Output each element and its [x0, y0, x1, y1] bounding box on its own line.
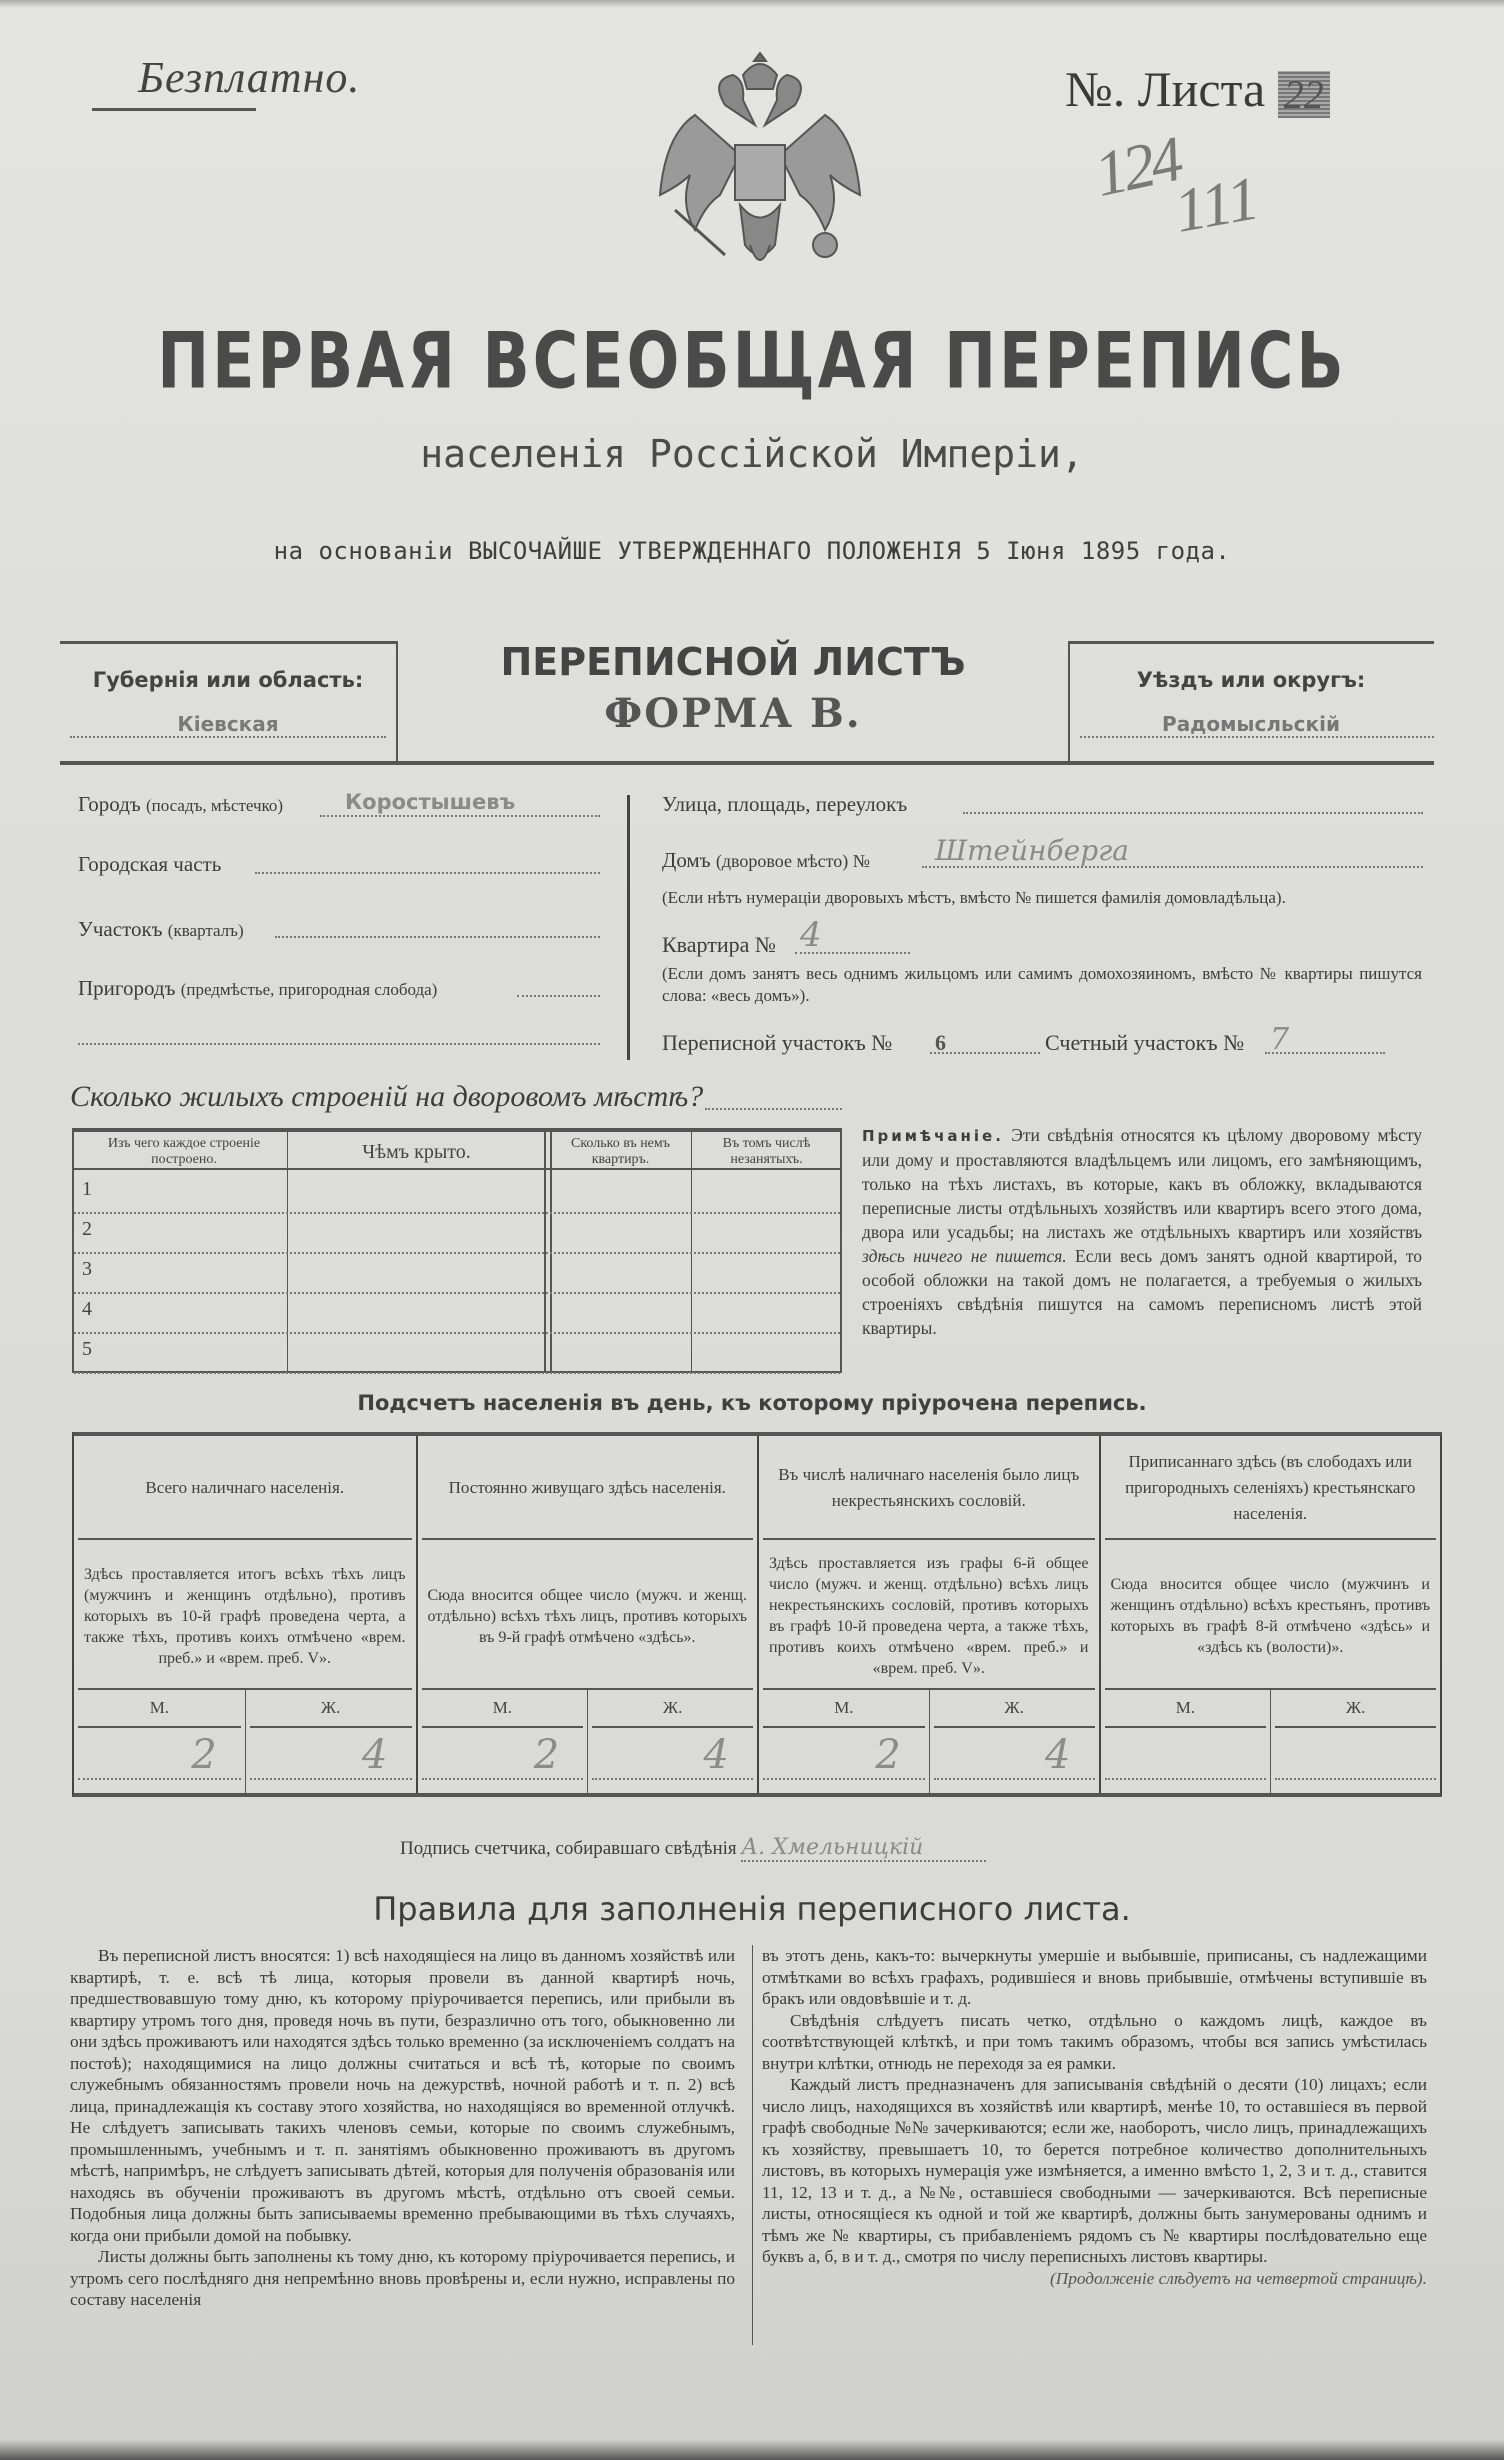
- population-column-heading: Въ числѣ наличнаго населенія было лицъ некрестьянскихъ сословій.: [778, 1465, 1080, 1510]
- female-count-cell[interactable]: [1270, 1690, 1440, 1797]
- signature-label: Подпись счетчика, собиравшаго свѣдѣнія: [400, 1838, 737, 1859]
- divider: [78, 1726, 241, 1728]
- rules-paragraph: Листы должны быть заполнены къ тому дню, къ которому пріурочивается перепись, и утромъ сего послѣдняго дня непремѣнно вновь провѣрены и, если нужно, исправлены по составу населенія: [70, 2247, 735, 2309]
- census-area-value: 6: [935, 1030, 946, 1055]
- document-subtitle: населенія Россійской Имперіи,: [420, 432, 1084, 476]
- city-label: Городъ: [78, 792, 141, 816]
- rules-paragraph: Въ переписной листъ вносятся: 1) всѣ находящіеся на лицо въ данномъ хозяйствѣ или квартирѣ, т. е. всѣ тѣ лица, которыя провели въ данной квартирѣ ночь, предшествовавшую тому дню, къ которому пріурочивается перепись, или прибыли въ квартиру утромъ того дня, проведя ночь въ пути, безразлично отъ того, обыкновенно ли они здѣсь проживаютъ или находятся здѣсь только временно (за исключеніемъ солдатъ на постоѣ); находящимися на лицо должны считаться и всѣ тѣ, которые по своимъ служебнымъ обязанностямъ провели ночь на дежурствѣ, ночной работѣ и т. п. 2) всѣ лица, принадлежащія къ составу этого хозяйства, но находящіяся во временной отлучкѣ. Не слѣдуетъ записывать такихъ членовъ семьи, которые по своимъ служебнымъ, промышленнымъ, учебнымъ и т. п. занятіямъ обыкновенно проживаютъ въ другомъ мѣстѣ, напримѣръ, не слѣдуетъ записывать дѣтей, которыя для полученія образованія или находясь въ обученіи проживаютъ въ другомъ мѣстѣ, отдѣльно отъ своей семьи. Подобныя лица должны быть записываемы временно пребывающими въ тѣхъ случаяхъ, когда они прибыли домой на побывку.: [70, 1946, 735, 2245]
- continuation-note: (Продолженіе слѣдуетъ на четвертой страницѣ).: [1049, 2268, 1427, 2288]
- city-value: Коростышевъ: [345, 790, 516, 814]
- city-part-field[interactable]: [255, 872, 600, 874]
- female-count-value: 4: [362, 1732, 388, 1778]
- house-value: Штейнберга: [935, 834, 1129, 867]
- male-label: М.: [1175, 1698, 1196, 1717]
- remark-emphasis: здѣсь ничего не пишется.: [862, 1246, 1067, 1266]
- dotted-line: [250, 1778, 412, 1780]
- census-area-field[interactable]: [930, 1052, 1040, 1054]
- female-count-value: 4: [703, 1732, 729, 1778]
- remark-label: Примѣчаніе.: [862, 1127, 1004, 1145]
- ward-row: [78, 917, 244, 942]
- table-row[interactable]: [74, 1332, 840, 1374]
- form-subtitle: ФОРМА В.: [604, 690, 862, 737]
- population-column-heading: Всего наличнаго населенія.: [145, 1478, 345, 1497]
- city-hint: (посадъ, мѣстечко): [145, 796, 284, 815]
- column-header: Изъ чего каждое строеніе построено.: [107, 1136, 261, 1167]
- house-note: (Если нѣтъ нумераціи дворовыхъ мѣстъ, вмѣсто № пишется фамилія домовладѣльца).: [662, 888, 1286, 907]
- free-label-underline: [92, 108, 256, 111]
- signature-field[interactable]: А. Хмельницкій: [741, 1835, 986, 1862]
- column-divider: [752, 1945, 753, 2345]
- remark-text-2: Если весь домъ занятъ одной квартирой, то особой обложки на такой домъ не полагается, а требуемыя о жилыхъ строеніяхъ свѣдѣнія пишутся на самомъ переписномъ листѣ этой квартиры.: [862, 1246, 1422, 1338]
- divider: [1068, 641, 1434, 644]
- structures-question: Сколько жилыхъ строеній на дворовомъ мѣстѣ?: [70, 1080, 704, 1113]
- female-count-cell[interactable]: [929, 1690, 1099, 1797]
- row-number: 4: [82, 1298, 92, 1320]
- divider: [934, 1726, 1095, 1728]
- structures-count-field[interactable]: [705, 1108, 842, 1110]
- female-label: Ж.: [662, 1698, 683, 1717]
- structures-table: [72, 1128, 842, 1373]
- rules-right-column: [762, 1945, 1427, 2289]
- house-hint: (дворовое мѣсто) №: [715, 851, 870, 871]
- page-edge-shadow: [0, 2440, 1504, 2460]
- dotted-line: [422, 1778, 584, 1780]
- divider: [422, 1726, 584, 1728]
- sheet-number-value: 22: [1278, 71, 1330, 118]
- ward-field[interactable]: [275, 936, 600, 938]
- description-text: Здѣсь проставляется итогъ всѣхъ тѣхъ лицъ (мужчинъ и женщинъ отдѣльно), противъ которыхъ въ 10-й графѣ проведена черта, а также тѣхъ, противъ коихъ отмѣчено «врем. преб.» и «врем. преб. V».: [84, 1565, 406, 1667]
- male-label: М.: [834, 1698, 854, 1717]
- count-area-value: 7: [1270, 1022, 1290, 1057]
- city-row: [78, 792, 283, 817]
- divider: [60, 641, 396, 644]
- divider: [1105, 1538, 1437, 1540]
- free-of-charge-label: Безплатно.: [138, 53, 361, 102]
- population-column-heading: Постоянно живущаго здѣсь населенія.: [448, 1478, 726, 1497]
- count-area-label: Счетный участокъ №: [1045, 1030, 1245, 1055]
- population-column-heading: Приписаннаго здѣсь (въ слободахъ или пригородныхъ селеніяхъ) крестьянскаго населенія.: [1125, 1452, 1416, 1523]
- row-number: 3: [82, 1258, 92, 1280]
- population-column: [416, 1436, 758, 1793]
- archive-number-2: 111: [1169, 164, 1264, 246]
- archive-number-1: 124: [1088, 123, 1186, 210]
- form-title: ПЕРЕПИСНОЙ ЛИСТЪ: [500, 640, 966, 684]
- male-count-value: 2: [191, 1732, 217, 1778]
- province-field[interactable]: Кіевская: [177, 712, 279, 736]
- population-title: Подсчетъ населенія въ день, къ которому пріурочена перепись.: [357, 1391, 1147, 1415]
- description-text: Сюда вносится общее число (мужч. и женщ. отдѣльно) всѣхъ тѣхъ лицъ, противъ которыхъ въ 9-й графѣ отмѣчено «здѣсь».: [427, 1586, 747, 1646]
- document-title: ПЕРВАЯ ВСЕОБЩАЯ ПЕРЕПИСЬ: [157, 315, 1347, 407]
- male-count-value: 2: [875, 1732, 901, 1778]
- female-count-value: 4: [1045, 1732, 1071, 1778]
- table-row[interactable]: [74, 1292, 840, 1334]
- column-header: Сколько въ немъ квартиръ.: [570, 1136, 670, 1167]
- description-text: Здѣсь проставляется изъ графы 6-й общее число (мужч. и женщ. отдѣльно) всѣхъ лицъ некрестьянскихъ сословій, противъ которыхъ въ графѣ 10-й проведена черта, а также тѣхъ, противъ коихъ отмѣчено «врем. преб.» и «врем. преб. V».: [769, 1555, 1089, 1677]
- divider: [1105, 1726, 1267, 1728]
- dotted-line: [763, 1778, 925, 1780]
- row-number: 2: [82, 1218, 92, 1240]
- divider: [1275, 1726, 1436, 1728]
- divider: [78, 1538, 412, 1540]
- dotted-line: [592, 1778, 753, 1780]
- divider: [250, 1726, 412, 1728]
- district-label: Уѣздъ или округъ:: [1136, 668, 1366, 692]
- rules-paragraph: въ этотъ день, какъ-то: вычеркнуты умершіе и выбывшіе, приписаны, съ надлежащими отмѣтками во всѣхъ графахъ, родившіеся и вновь прибывшіе, отмѣчены вступившіе въ бракъ или овдовѣвшіе и т. д.: [762, 1946, 1427, 2008]
- apartment-label: Квартира №: [662, 932, 776, 957]
- remark-note: [862, 1123, 1422, 1340]
- enumerator-signature-row: [400, 1835, 986, 1862]
- remark-text: Эти свѣдѣнія относятся къ цѣлому дворовому мѣсту или дому и проставляются владѣльцемъ или лицомъ, его замѣняющимъ, только на тѣхъ листахъ, въ которые, какъ въ обложку, вкладываются переписные листы отдѣльныхъ хозяйствъ или квартиръ всего этого дома, двора или усадьбы; на листахъ же отдѣльныхъ квартиръ или хозяйствъ: [862, 1125, 1422, 1242]
- census-area-label: Переписной участокъ №: [662, 1030, 893, 1055]
- female-count-cell[interactable]: [587, 1690, 757, 1797]
- dotted-line: [934, 1778, 1095, 1780]
- table-row[interactable]: [74, 1212, 840, 1254]
- population-column-description: [1111, 1546, 1431, 1686]
- suburb-field[interactable]: [517, 995, 600, 997]
- female-label: Ж.: [1345, 1698, 1366, 1717]
- province-label: Губернія или область:: [92, 668, 364, 692]
- population-column-description: [769, 1546, 1089, 1686]
- street-label: Улица, площадь, переулокъ: [662, 792, 908, 816]
- rules-left-column: [70, 1945, 735, 2311]
- ward-hint: (кварталъ): [167, 921, 244, 940]
- district-dotted-line: [1080, 736, 1434, 738]
- male-count-cell[interactable]: [759, 1690, 929, 1797]
- apartment-value: 4: [800, 915, 822, 955]
- divider: [60, 761, 1434, 765]
- house-row: [662, 848, 870, 873]
- row-number: 5: [82, 1338, 92, 1360]
- province-dotted-line: [70, 736, 386, 738]
- divider: [592, 1726, 753, 1728]
- female-label: Ж.: [1004, 1698, 1024, 1717]
- sheet-number-label: №. Листа: [1065, 61, 1266, 117]
- description-text: Сюда вносится общее число (мужчинъ и женщинъ отдѣльно) всѣхъ крестьянъ, противъ которыхъ въ графѣ 8-й отмѣчено «здѣсь» и «здѣсь къ (волости)».: [1110, 1576, 1430, 1656]
- city-field[interactable]: [320, 815, 600, 817]
- male-count-value: 2: [533, 1732, 560, 1778]
- rules-paragraph: Свѣдѣнія слѣдуетъ писать четко, отдѣльно о каждомъ лицѣ, каждое въ соотвѣтствующей клѣткѣ, и при томъ такимъ образомъ, чтобы вся запись умѣстилась внутри клѣтки, отнюдь не переходя за ея рамки.: [762, 2010, 1427, 2073]
- population-table: [72, 1432, 1442, 1797]
- divider: [74, 1168, 840, 1170]
- population-column: [757, 1436, 1099, 1793]
- decree-line: на основаніи ВЫСОЧАЙШЕ УТВЕРЖДЕННАГО ПОЛОЖЕНІЯ 5 Іюня 1895 года.: [273, 537, 1231, 565]
- sheet-number-field: [1065, 60, 1330, 118]
- ward-label: Участокъ: [78, 917, 163, 941]
- suburb-label: Пригородъ: [78, 976, 176, 1000]
- population-column-description: [84, 1546, 406, 1686]
- column-header: Чѣмъ крыто.: [362, 1141, 471, 1163]
- city-part-label: Городская часть: [78, 852, 222, 876]
- location-divider: [627, 795, 630, 1060]
- suburb-hint: (предмѣстье, пригородная слобода): [180, 980, 438, 999]
- male-count-cell[interactable]: [74, 1690, 245, 1797]
- population-column-description: [428, 1546, 748, 1686]
- district-field[interactable]: Радомысльскій: [1162, 712, 1340, 736]
- apartment-note: (Если домъ занятъ весь однимъ жильцомъ или самимъ домохозяиномъ, вмѣсто № квартиры пишутся слова: «весь домъ»).: [662, 964, 1422, 1005]
- male-label: М.: [149, 1698, 170, 1717]
- female-count-cell[interactable]: [245, 1690, 416, 1797]
- table-row[interactable]: [74, 1252, 840, 1294]
- population-column: [1099, 1436, 1441, 1793]
- male-label: М.: [492, 1698, 513, 1717]
- dotted-line: [1275, 1778, 1436, 1780]
- house-label: Домъ: [662, 848, 711, 872]
- imperial-eagle-icon: [655, 45, 865, 285]
- dotted-line: [78, 1778, 241, 1780]
- dotted-line: [1105, 1778, 1267, 1780]
- female-label: Ж.: [320, 1698, 341, 1717]
- suburb-row: [78, 976, 437, 1001]
- divider: [422, 1538, 754, 1540]
- table-row[interactable]: [74, 1172, 840, 1214]
- male-count-cell[interactable]: [1101, 1690, 1271, 1797]
- street-field[interactable]: [963, 812, 1423, 814]
- divider: [763, 1538, 1095, 1540]
- page-edge-shadow: [0, 0, 1504, 8]
- population-column: [74, 1436, 416, 1793]
- row-number: 1: [82, 1178, 92, 1200]
- divider: [763, 1726, 925, 1728]
- divider: [1068, 641, 1070, 761]
- suburb-field-continuation[interactable]: [78, 1043, 600, 1045]
- rules-title: Правила для заполненія переписного листа.: [373, 1890, 1131, 1928]
- column-header: Въ томъ числѣ незанятыхъ.: [722, 1136, 811, 1167]
- male-count-cell[interactable]: [418, 1690, 588, 1797]
- rules-paragraph: Каждый листъ предназначенъ для записыванія свѣдѣній о десяти (10) лицахъ; если число лицъ, находящихся въ хозяйствѣ или квартирѣ, менѣе 10, то оставшіеся въ первой графѣ свободные №№ зачеркиваются; если же, наоборотъ, число лицъ, принадлежащихъ къ хозяйству, превышаетъ 10, то берется потребное количество дополнительныхъ листовъ, въ которыхъ нумерація уже измѣняется, а именно вмѣсто 1, 2, 3 и т. д., ставится 11, 12, 13 и т. д., а №№, оставшіеся свободными — зачеркиваются. Всѣ переписные листы, относящіеся къ одной и той же квартирѣ, должны быть занумерованы однимъ и тѣмъ же № квартиры, съ прибавленіемъ рядомъ съ № квартиры послѣдовательно еще буквъ а, б, в и т. д., смотря по числу переписныхъ листовъ квартиры.: [762, 2075, 1427, 2266]
